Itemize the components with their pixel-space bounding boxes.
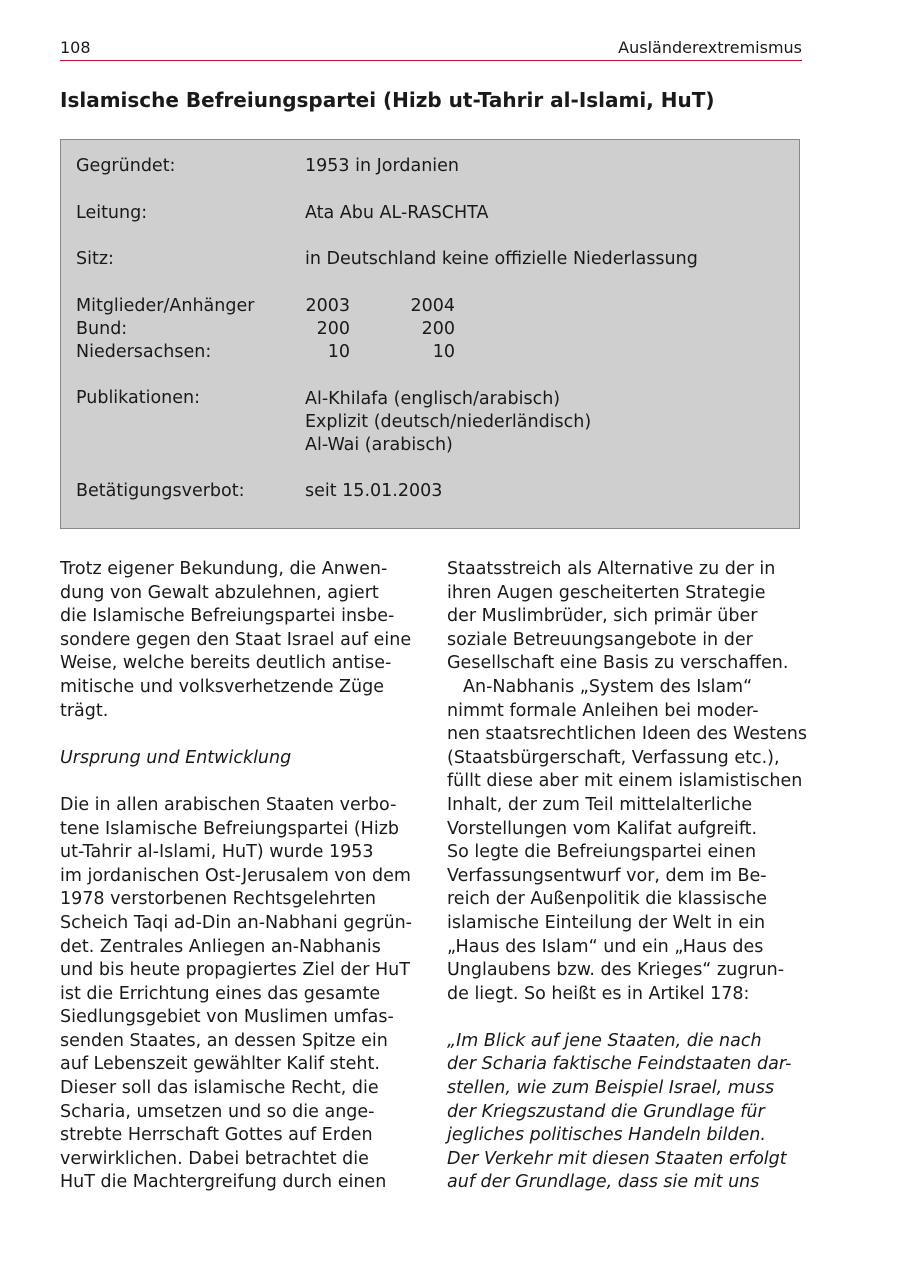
text-line: de liegt. So heißt es in Artikel 178: [447, 983, 750, 1004]
text-line: Siedlungsgebiet von Muslimen umfas- [60, 1007, 394, 1028]
text-line: nen staatsrechtlichen Ideen des Westens [447, 724, 807, 745]
quote-line: jegliches politisches Handeln bilden. [447, 1125, 766, 1146]
quote-line: stellen, wie zum Beispiel Israel, muss [447, 1078, 775, 1099]
system-paragraph [447, 676, 807, 1006]
text-line: Inhalt, der zum Teil mittelalterliche [447, 794, 753, 815]
quote-line: „Im Blick auf jene Staaten, die nach [447, 1030, 762, 1051]
text-line: strebte Herrschaft Gottes auf Erden [60, 1125, 373, 1146]
text-line: der Muslimbrüder, sich primär über [447, 606, 758, 627]
section-subheading [60, 747, 410, 771]
members-row-label: Niedersachsen: [76, 342, 212, 362]
text-line: im jordanischen Ost-Jerusalem von dem [60, 865, 411, 886]
intro-paragraph [60, 558, 410, 723]
text-line: So legte die Befreiungspartei einen [447, 842, 757, 863]
members-label: Mitglieder/Anhänger [76, 296, 255, 316]
text-line: senden Staates, an dessen Spitze ein [60, 1030, 388, 1051]
text-line: Scheich Taqi ad-Din an-Nabhani gegrün- [60, 912, 412, 933]
text-line: ihren Augen gescheiterten Strategie [447, 582, 766, 603]
text-line: ut-Tahrir al-Islami, HuT) wurde 1953 [60, 842, 374, 863]
members-table [305, 295, 465, 364]
text-line: dung von Gewalt abzulehnen, agiert [60, 582, 379, 603]
year-2003: 2003 [305, 296, 350, 316]
leadership-value: Ata Abu AL-RASCHTA [305, 203, 489, 223]
members-labels [76, 295, 254, 364]
quote-line: der Kriegszustand die Grundlage für [447, 1101, 765, 1122]
founded-value: 1953 in Jordanien [305, 156, 460, 176]
publication-item: Explizit (deutsch/niederländisch) [305, 412, 592, 432]
text-line: islamische Einteilung der Welt in ein [447, 912, 766, 933]
text-line: reich der Außenpolitik die klassische [447, 889, 767, 910]
text-line: soziale Betreuungsangebote in der [447, 629, 753, 650]
subheading-text: Ursprung und Entwicklung [60, 747, 292, 768]
members-federal-row [305, 318, 465, 341]
quote-line: auf der Grundlage, dass sie mit uns [447, 1172, 760, 1193]
running-header [60, 36, 802, 61]
lower-saxony-2003: 10 [327, 342, 350, 362]
text-line: die Islamische Befreiungspartei insbe- [60, 606, 395, 627]
text-line: tene Islamische Befreiungspartei (Hizb [60, 818, 399, 839]
text-line: Staatsstreich als Alternative zu der in [447, 559, 776, 579]
seat-label: Sitz: [76, 249, 114, 269]
text-line: Unglaubens bzw. des Krieges“ zugrun- [447, 960, 785, 981]
members-row-label: Bund: [76, 319, 128, 339]
text-line: nimmt formale Anleihen bei moder- [447, 700, 759, 721]
page-title: Islamische Befreiungspartei (Hizb ut-Tahrir al-Islami, HuT) [60, 88, 715, 112]
members-year-row [305, 295, 465, 318]
text-line: ist die Errichtung eines das gesamte [60, 983, 381, 1004]
text-line: HuT die Machtergreifung durch einen [60, 1172, 387, 1193]
members-lower-saxony-row [305, 341, 465, 364]
quote-line: der Scharia faktische Feindstaaten dar- [447, 1054, 792, 1075]
text-line: trägt. [60, 700, 109, 721]
text-line: det. Zentrales Anliegen an-Nabhanis [60, 936, 381, 957]
year-2004: 2004 [410, 296, 455, 316]
federal-2004: 200 [421, 319, 455, 339]
text-line: Die in allen arabischen Staaten verbo- [60, 794, 397, 815]
text-line: auf Lebenszeit gewählter Kalif steht. [60, 1054, 380, 1075]
seat-value: in Deutschland keine offizielle Niederlassung [305, 249, 698, 269]
running-title: Ausländerextremismus [618, 38, 802, 57]
text-line: füllt diese aber mit einem islamistischen [447, 771, 803, 792]
ban-value: seit 15.01.2003 [305, 481, 443, 501]
leadership-label: Leitung: [76, 203, 148, 223]
page-number: 108 [60, 38, 91, 57]
text-line: 1978 verstorbenen Rechtsgelehrten [60, 889, 377, 910]
ban-label: Betätigungsverbot: [76, 481, 245, 501]
text-line: An-Nabhanis „System des Islam“ [463, 676, 753, 697]
fact-box [60, 139, 800, 529]
publications-label: Publikationen: [76, 388, 200, 408]
right-column [447, 558, 807, 1195]
founded-label: Gegründet: [76, 156, 176, 176]
left-column [60, 558, 410, 1195]
text-line: Scharia, umsetzen und so die ange- [60, 1101, 375, 1122]
publication-item: Al-Khilafa (englisch/arabisch) [305, 389, 561, 409]
continuation-paragraph [447, 558, 797, 676]
publication-item: Al-Wai (arabisch) [305, 435, 453, 455]
lower-saxony-2004: 10 [432, 342, 455, 362]
text-line: (Staatsbürgerschaft, Verfassung etc.), [447, 747, 780, 768]
text-line: Verfassungsentwurf vor, dem im Be- [447, 865, 767, 886]
article-quote [447, 1030, 797, 1195]
text-line: Weise, welche bereits deutlich antise- [60, 653, 392, 674]
text-line: „Haus des Islam“ und ein „Haus des [447, 936, 764, 957]
origin-paragraph [60, 794, 410, 1195]
quote-line: Der Verkehr mit diesen Staaten erfolgt [447, 1148, 787, 1169]
text-line: und bis heute propagiertes Ziel der HuT [60, 960, 410, 981]
text-line: Vorstellungen vom Kalifat aufgreift. [447, 818, 758, 839]
federal-2003: 200 [316, 319, 350, 339]
text-line: Gesellschaft eine Basis zu verschaffen. [447, 653, 789, 674]
text-line: sondere gegen den Staat Israel auf eine [60, 629, 412, 650]
text-line: Dieser soll das islamische Recht, die [60, 1078, 379, 1099]
publications-list [305, 388, 591, 457]
text-line: verwirklichen. Dabei betrachtet die [60, 1148, 369, 1169]
text-line: Trotz eigener Bekundung, die Anwen- [60, 559, 388, 579]
text-line: mitische und volksverhetzende Züge [60, 676, 384, 697]
